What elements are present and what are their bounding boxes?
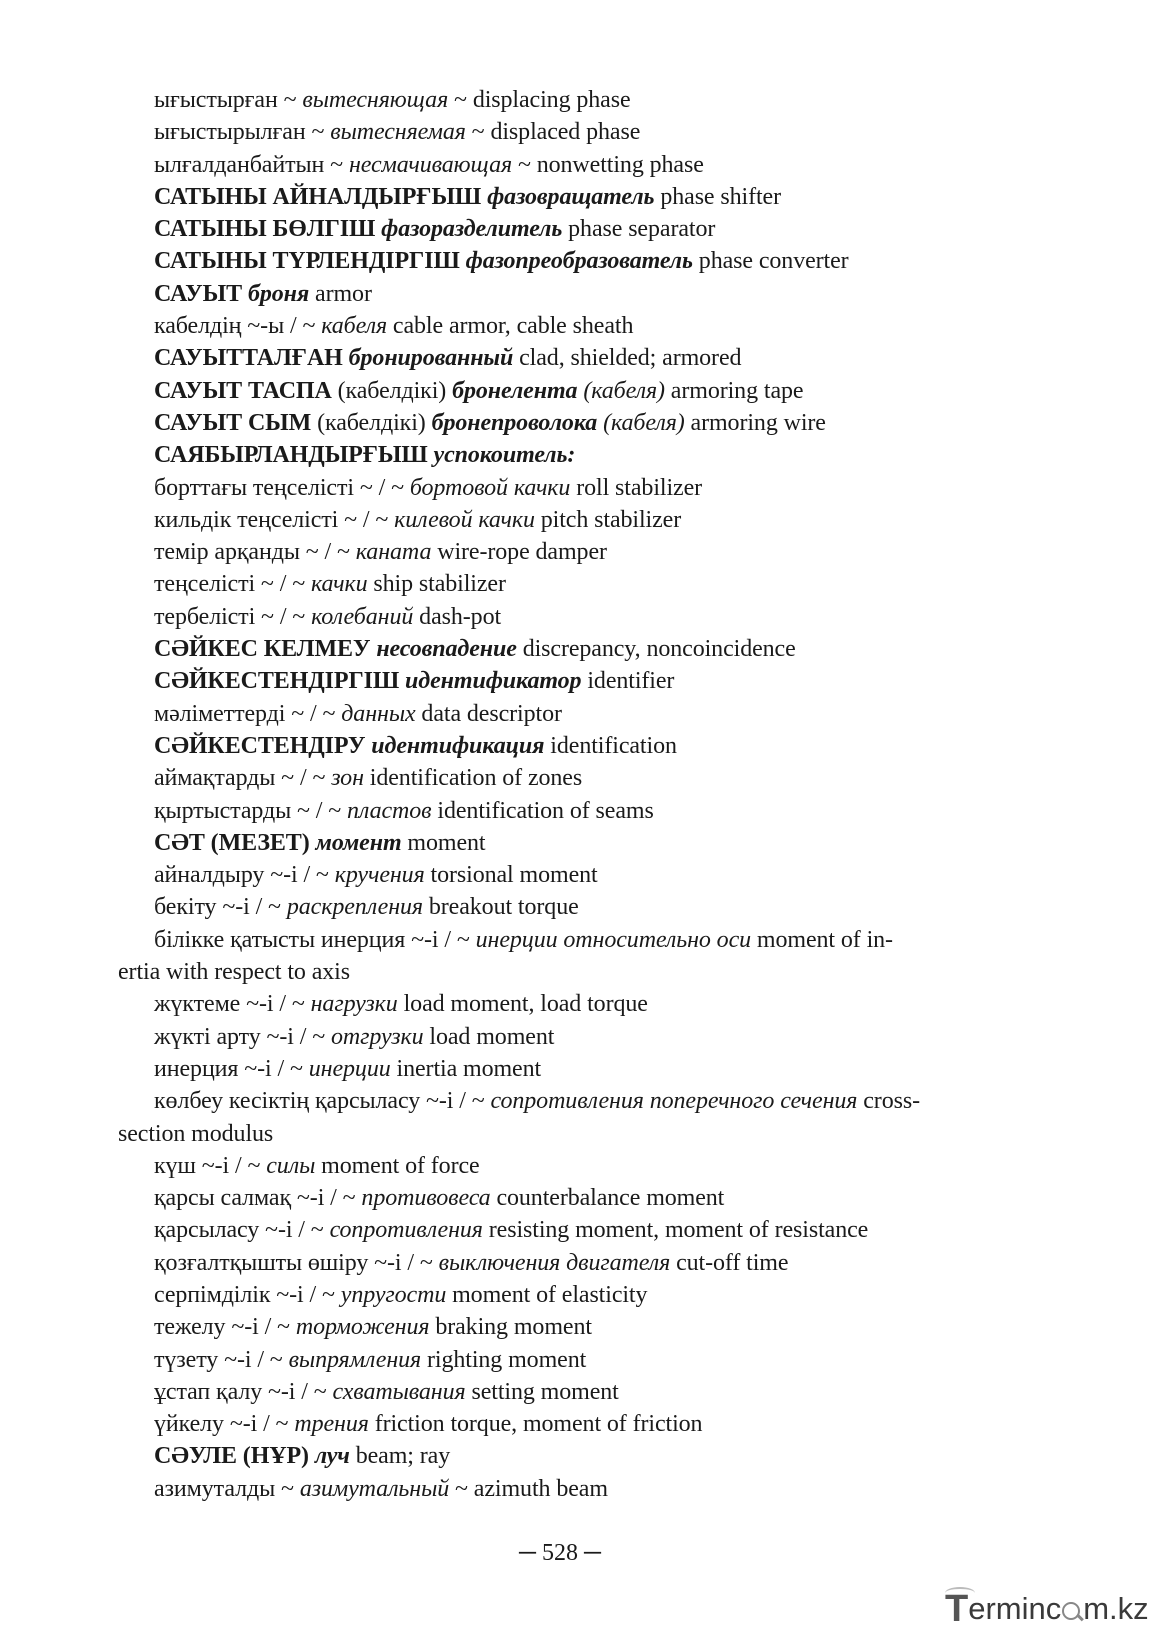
- russian-term: бортовой качки: [409, 474, 571, 501]
- kazakh-headword: САУЫТ ТАСПА: [154, 377, 332, 404]
- entry-text: ығыстырған ~: [154, 87, 303, 113]
- entry-text: ұстап қалу ~-і / ~: [154, 1378, 333, 1405]
- entry-text: beam; ray: [349, 1443, 451, 1470]
- russian-term: инерции относительно оси: [475, 926, 752, 953]
- entry-text: dash-pot: [413, 603, 502, 630]
- entry-text: қыртыстарды ~ / ~: [154, 797, 348, 824]
- entry-text: үйкелу ~-і / ~: [154, 1411, 295, 1438]
- dictionary-entry: [118, 1376, 1018, 1408]
- dictionary-entry: [118, 407, 1018, 439]
- dictionary-entry: [118, 1440, 1018, 1472]
- russian-term: кручения: [334, 862, 425, 889]
- russian-term: трения: [294, 1411, 369, 1438]
- entry-text: жүктеме ~-і / ~: [154, 991, 311, 1018]
- entry-text: identification: [544, 732, 677, 759]
- dictionary-entry: [118, 245, 1018, 277]
- dictionary-entry-continuation: [118, 1118, 1018, 1150]
- entry-text: braking moment: [429, 1314, 592, 1341]
- russian-headword: фазоразделитель: [381, 216, 563, 243]
- russian-term: зон: [331, 765, 364, 792]
- entry-text: armoring wire: [684, 409, 826, 436]
- entry-text: phase separator: [562, 216, 716, 243]
- russian-headword: момент: [315, 829, 402, 856]
- entry-text: бекіту ~-і / ~: [154, 894, 287, 921]
- entry-text: discrepancy, noncoincidence: [516, 636, 796, 663]
- dictionary-entry: [118, 762, 1018, 794]
- entry-text: азимуталды ~: [154, 1475, 300, 1502]
- entry-text: identifier: [581, 668, 675, 695]
- russian-term: каната: [355, 539, 432, 566]
- logo-letter-t: T: [945, 1588, 969, 1630]
- dictionary-entry: [118, 568, 1018, 600]
- russian-term: азимутальный: [299, 1475, 450, 1502]
- dictionary-entry: [118, 827, 1018, 859]
- russian-term: силы: [266, 1152, 316, 1179]
- entry-text: counterbalance moment: [490, 1185, 725, 1212]
- entry-text: identification of zones: [363, 765, 583, 792]
- entry-text: setting moment: [465, 1378, 619, 1405]
- kazakh-headword: САУЫТТАЛҒАН: [154, 345, 349, 372]
- entry-text: data descriptor: [415, 700, 562, 727]
- russian-term: противовеса: [361, 1185, 491, 1212]
- entry-text: көлбеу кесіктің қарсыласу ~-і / ~: [154, 1088, 491, 1115]
- entry-text: (кабелдікі): [311, 409, 432, 436]
- entry-text: білікке қатысты инерция ~-і / ~: [154, 926, 476, 953]
- dictionary-entry: [118, 859, 1018, 891]
- kazakh-headword: САТЫНЫ БӨЛГІШ: [154, 216, 382, 243]
- russian-term: выпрямления: [288, 1346, 422, 1373]
- russian-term: килевой качки: [394, 506, 535, 533]
- entry-text: айналдыру ~-і / ~: [154, 862, 335, 889]
- russian-term: упругости: [340, 1281, 447, 1308]
- kazakh-headword: САТЫНЫ АЙНАЛДЫРҒЫШ: [154, 183, 488, 210]
- entry-text: ~ nonwetting phase: [512, 151, 704, 178]
- entry-text: тежелу ~-і / ~: [154, 1314, 296, 1341]
- dictionary-entry: [118, 665, 1018, 697]
- entry-text: кабелдің ~-ы / ~: [154, 313, 322, 340]
- russian-term: колебаний: [311, 603, 414, 630]
- dictionary-entry: [118, 730, 1018, 762]
- dictionary-entry: [118, 924, 1018, 956]
- logo-text-end: m.kz: [1083, 1591, 1149, 1626]
- logo-text-start: erminc: [968, 1591, 1062, 1626]
- dictionary-entry: [118, 601, 1018, 633]
- terminology-site-logo: [945, 1586, 1149, 1630]
- russian-term: отгрузки: [331, 1023, 424, 1050]
- entry-text: қозғалтқышты өшіру ~-і / ~: [154, 1249, 439, 1276]
- entry-text: pitch stabilizer: [534, 506, 682, 533]
- dictionary-entry: [118, 181, 1018, 213]
- entry-text: moment of elasticity: [446, 1281, 648, 1308]
- kazakh-headword: СӘЙКЕСТЕНДІРГІШ: [154, 668, 406, 695]
- entry-text: аймақтарды ~ / ~: [154, 765, 332, 792]
- russian-term: вытесняемая: [330, 119, 466, 146]
- russian-headword: луч: [314, 1443, 350, 1470]
- dictionary-entry: [118, 1247, 1018, 1279]
- russian-term: раскрепления: [286, 894, 423, 921]
- entry-text: (кабелдікі): [331, 377, 453, 404]
- dictionary-entry: [118, 1085, 1018, 1117]
- kazakh-headword: СӘЙКЕС КЕЛМЕУ: [154, 636, 377, 663]
- entry-text: friction torque, moment of friction: [368, 1411, 703, 1438]
- entry-text: инерция ~-і / ~: [154, 1055, 309, 1082]
- dictionary-entry-continuation: [118, 956, 1018, 988]
- entry-text: armoring tape: [664, 377, 804, 404]
- entry-text: мәліметтерді ~ / ~: [154, 700, 342, 727]
- entry-text: roll stabilizer: [570, 474, 703, 501]
- kazakh-headword: САЯБЫРЛАНДЫРҒЫШ: [154, 442, 434, 469]
- russian-headword: идентификация: [371, 732, 545, 759]
- entry-text: ship stabilizer: [367, 571, 506, 598]
- entry-text: ~ azimuth beam: [449, 1475, 608, 1502]
- russian-term: данных: [341, 700, 416, 727]
- russian-term: (кабеля): [603, 409, 685, 436]
- dictionary-entry: [118, 84, 1018, 116]
- entry-text: resisting moment, moment of resistance: [482, 1217, 869, 1244]
- dictionary-entry: [118, 278, 1018, 310]
- dictionary-entry: [118, 1279, 1018, 1311]
- dictionary-entry: [118, 439, 1018, 471]
- entry-list: [118, 84, 1018, 1505]
- russian-headword: бронелента: [452, 377, 578, 404]
- entry-text: cross-: [857, 1088, 920, 1115]
- entry-text: inertia moment: [390, 1055, 542, 1082]
- russian-term: сопротивления поперечного сечения: [490, 1088, 858, 1115]
- dictionary-entry: [118, 342, 1018, 374]
- dictionary-entry: [118, 1053, 1018, 1085]
- entry-text: cable armor, cable sheath: [387, 313, 634, 340]
- russian-term: качки: [310, 571, 368, 598]
- entry-text: phase converter: [692, 248, 849, 275]
- russian-term: пластов: [347, 797, 432, 824]
- russian-headword: идентификатор: [405, 668, 582, 695]
- russian-term: кабеля: [321, 313, 388, 340]
- dictionary-entry: [118, 698, 1018, 730]
- kazakh-headword: САУЫТ: [154, 280, 248, 307]
- dictionary-entry: [118, 1150, 1018, 1182]
- dictionary-entry: [118, 472, 1018, 504]
- entry-text: түзету ~-і / ~: [154, 1346, 289, 1373]
- dictionary-entry: [118, 375, 1018, 407]
- entry-text: identification of seams: [431, 797, 654, 824]
- entry-text: clad, shielded; armored: [513, 345, 742, 372]
- dictionary-entry: [118, 633, 1018, 665]
- kazakh-headword: САУЫТ СЫМ: [154, 409, 312, 436]
- dictionary-entry: [118, 1473, 1018, 1505]
- entry-text: ~ displaced phase: [465, 119, 641, 146]
- entry-text: cut-off time: [670, 1249, 789, 1276]
- russian-headword: бронепроволока: [431, 409, 598, 436]
- kazakh-headword: САТЫНЫ ТҮРЛЕНДІРГІШ: [154, 248, 466, 275]
- russian-term: вытесняющая: [302, 87, 449, 113]
- kazakh-headword: СӘТ (МЕЗЕТ): [154, 829, 316, 856]
- entry-text: section modulus: [118, 1120, 274, 1147]
- russian-term: несмачивающая: [348, 151, 513, 178]
- dictionary-entry: [118, 536, 1018, 568]
- russian-term: схватывания: [332, 1378, 466, 1405]
- entry-text: ылғалданбайтын ~: [154, 151, 349, 178]
- dictionary-entry: [118, 1214, 1018, 1246]
- entry-text: борттағы теңселісті ~ / ~: [154, 474, 410, 501]
- dictionary-entry: [118, 1408, 1018, 1440]
- dictionary-entry: [118, 1311, 1018, 1343]
- entry-text: ~ displacing phase: [448, 87, 631, 113]
- entry-text: теңселісті ~ / ~: [154, 571, 311, 598]
- entry-text: темір арқанды ~ / ~: [154, 539, 356, 566]
- russian-headword: фазопреобразователь: [465, 248, 693, 275]
- entry-text: қарсы салмақ ~-і / ~: [154, 1185, 362, 1212]
- entry-text: moment of in-: [751, 926, 893, 953]
- entry-text: wire-rope damper: [431, 539, 607, 566]
- dictionary-entry: [118, 988, 1018, 1020]
- entry-text: ығыстырылған ~: [154, 119, 331, 146]
- dictionary-entry: [118, 310, 1018, 342]
- entry-text: armor: [309, 280, 372, 307]
- entry-text: ertia with respect to axis: [118, 959, 350, 986]
- entry-text: phase shifter: [654, 183, 781, 210]
- dictionary-entry: [118, 149, 1018, 181]
- russian-term: инерции: [308, 1055, 391, 1082]
- dictionary-entry: [118, 1182, 1018, 1214]
- entry-text: moment: [401, 829, 486, 856]
- russian-headword: фазовращатель: [487, 183, 655, 210]
- entry-text: серпімділік ~-і / ~: [154, 1281, 341, 1308]
- russian-term: торможения: [295, 1314, 430, 1341]
- magnifier-icon: [1061, 1600, 1083, 1622]
- kazakh-headword: СӘУЛЕ (НҰР): [154, 1443, 315, 1470]
- entry-text: breakout torque: [422, 894, 579, 921]
- kazakh-headword: СӘЙКЕСТЕНДІРУ: [154, 732, 372, 759]
- dictionary-entry: [118, 795, 1018, 827]
- russian-term: выключения двигателя: [438, 1249, 671, 1276]
- entry-text: righting moment: [421, 1346, 587, 1373]
- russian-term: (кабеля): [583, 377, 665, 404]
- dictionary-entry: [118, 213, 1018, 245]
- dictionary-entry: [118, 504, 1018, 536]
- russian-headword: несовпадение: [376, 636, 517, 663]
- dictionary-entry: [118, 1021, 1018, 1053]
- entry-text: кильдік теңселісті ~ / ~: [154, 506, 395, 533]
- dictionary-entry: [118, 891, 1018, 923]
- entry-text: moment of force: [315, 1152, 480, 1179]
- russian-headword: успокоитель:: [433, 442, 576, 469]
- entry-text: жүкті арту ~-і / ~: [154, 1023, 331, 1050]
- russian-headword: бронированный: [348, 345, 514, 372]
- dictionary-entry: [118, 1344, 1018, 1376]
- russian-term: сопротивления: [329, 1217, 483, 1244]
- russian-term: нагрузки: [310, 991, 398, 1018]
- entry-text: күш ~-і / ~: [154, 1152, 267, 1179]
- russian-headword: броня: [247, 280, 310, 307]
- entry-text: тербелісті ~ / ~: [154, 603, 312, 630]
- entry-text: torsional moment: [424, 862, 598, 889]
- entry-text: қарсыласу ~-і / ~: [154, 1217, 330, 1244]
- entry-text: load moment, load torque: [397, 991, 648, 1018]
- entry-text: load moment: [423, 1023, 555, 1050]
- page-number: ─ 528 ─: [518, 1540, 601, 1566]
- dictionary-entry: [118, 116, 1018, 148]
